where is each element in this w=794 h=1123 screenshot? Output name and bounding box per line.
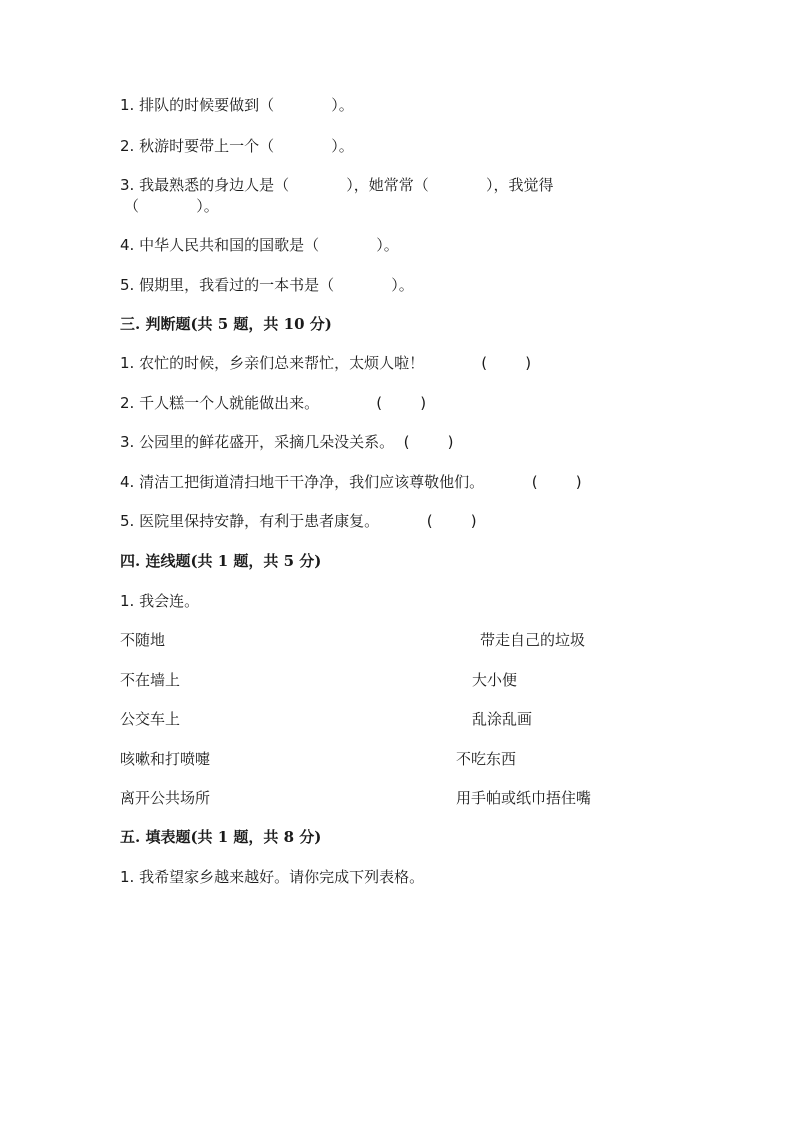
match-right-5: 用手帕或纸巾捂住嘴	[456, 789, 592, 807]
match-right-1: 带走自己的垃圾	[480, 631, 586, 649]
fill-item-1: 1. 排队的时候要做到（ ）。	[120, 96, 354, 114]
fill-item-3: 3. 我最熟悉的身边人是（ ），她常常（ ），我觉得	[120, 176, 554, 194]
table-section-heading: 五. 填表题(共 1 题，共 8 分)	[120, 828, 322, 846]
match-right-4: 不吃东西	[456, 750, 517, 768]
judge-item-5: 5. 医院里保持安静，有利于患者康复。 ( )	[120, 512, 477, 530]
judge-item-2: 2. 千人糕一个人就能做出来。 ( )	[120, 394, 427, 412]
fill-item-3-continued: （ ）。	[124, 197, 219, 215]
match-right-2: 大小便	[472, 671, 518, 689]
match-prompt: 1. 我会连。	[120, 592, 200, 610]
table-prompt: 1. 我希望家乡越来越好。请你完成下列表格。	[120, 868, 425, 886]
judge-item-1: 1. 农忙的时候，乡亲们总来帮忙，太烦人啦！ ( )	[120, 354, 532, 372]
fill-item-5: 5. 假期里，我看过的一本书是（ ）。	[120, 276, 414, 294]
match-section-heading: 四. 连线题(共 1 题，共 5 分)	[120, 552, 322, 570]
match-right-3: 乱涂乱画	[472, 710, 533, 728]
match-left-4: 咳嗽和打喷嚏	[120, 750, 211, 768]
judge-item-3: 3. 公园里的鲜花盛开，采摘几朵没关系。 ( )	[120, 433, 454, 451]
judge-item-4: 4. 清洁工把街道清扫地干干净净，我们应该尊敬他们。 ( )	[120, 473, 582, 491]
fill-item-4: 4. 中华人民共和国的国歌是（ ）。	[120, 236, 399, 254]
match-left-2: 不在墙上	[120, 671, 181, 689]
match-left-3: 公交车上	[120, 710, 181, 728]
judge-section-heading: 三. 判断题(共 5 题，共 10 分)	[120, 315, 332, 333]
match-left-5: 离开公共场所	[120, 789, 211, 807]
fill-item-2: 2. 秋游时要带上一个（ ）。	[120, 137, 354, 155]
match-left-1: 不随地	[120, 631, 166, 649]
